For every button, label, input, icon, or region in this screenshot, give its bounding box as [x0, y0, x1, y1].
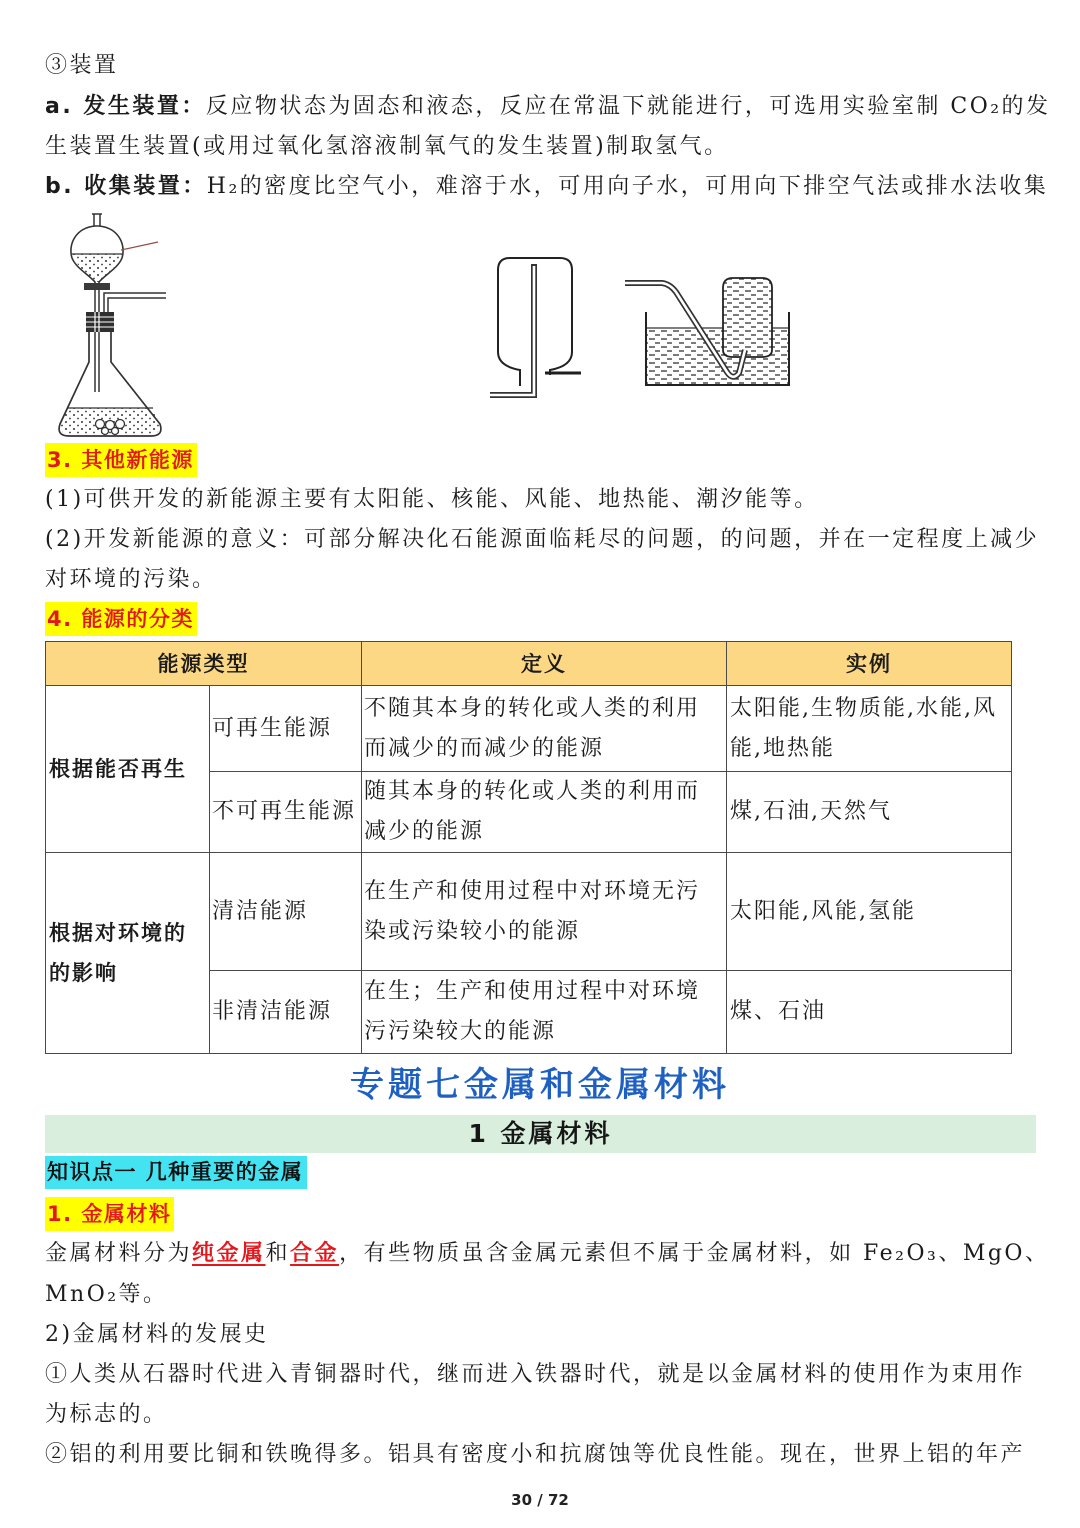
- generator-paragraph-line-2: 生装置生装置(或用过氧化氢溶液制氧气的发生装置)制取氢气。: [45, 134, 729, 159]
- section-title-band: 1 金属材料: [45, 1115, 1036, 1153]
- gas-tube-inner: [490, 266, 534, 395]
- criterion-environmental-impact: 根据对环境的的影响: [46, 853, 210, 1054]
- generator-text: 反应物状态为固态和液态，反应在常温下就能进行，可选用实验室制 CO₂的发: [205, 94, 1051, 119]
- energy-type-cell: 清洁能源: [210, 853, 362, 971]
- hydrogen-generator-apparatus: [59, 214, 166, 436]
- apparatus-heading: ③装置: [45, 53, 119, 78]
- intro-text: 金属材料分为: [45, 1241, 193, 1266]
- energy-type-cell: 可再生能源: [210, 686, 362, 772]
- examples-cell: 煤、石油: [727, 971, 1012, 1054]
- classification-heading-row: [45, 600, 197, 640]
- table-header-row: [46, 642, 1012, 686]
- header-energy-type: 能源类型: [46, 642, 362, 686]
- header-examples: 实例: [727, 642, 1012, 686]
- history-item-1-line-1: ①人类从石器时代进入青铜器时代，继而进入铁器时代，就是以金属材料的使用作为束用作: [45, 1362, 1026, 1387]
- examples-cell: 太阳能,生物质能,水能,风能,地热能: [727, 686, 1012, 772]
- chapter-title: 专题七金属和金属材料: [350, 1065, 730, 1105]
- history-item-1-line-2: 为标志的。: [45, 1402, 168, 1427]
- energy-type-cell: 非清洁能源: [210, 971, 362, 1054]
- criterion-renewability: 根据能否再生: [46, 686, 210, 853]
- funnel-top-neck: [92, 214, 102, 227]
- definition-cell: 在生产和使用过程中对环境无污染或污染较小的能源: [362, 853, 727, 971]
- page-number: 30 / 72: [511, 1491, 569, 1509]
- table-row: [46, 686, 1012, 772]
- metal-materials-intro-line-1: [45, 1234, 1049, 1274]
- collector-text: H₂的密度比空气小，难溶于水，可用向子水，可用向下排空气法或排水法收集: [206, 174, 1049, 199]
- new-energy-heading: 3. 其他新能源: [45, 443, 197, 477]
- pointer-line: [121, 242, 158, 250]
- apparatus-diagrams: [0, 205, 1080, 445]
- examples-cell: 煤,石油,天然气: [727, 772, 1012, 853]
- generator-label: a. 发生装置：: [45, 94, 206, 119]
- new-energy-item-1: (1)可供开发的新能源主要有太阳能、核能、风能、地热能、潮汐能等。: [45, 487, 819, 512]
- energy-type-cell: 不可再生能源: [210, 772, 362, 853]
- downward-air-displacement-collector: [490, 258, 581, 395]
- pure-metal-term: 纯金属: [192, 1241, 266, 1266]
- knowledge-point-label: 知识点一 几种重要的金属: [45, 1156, 307, 1189]
- water-displacement-collector: [625, 278, 789, 385]
- definition-cell: 在生；生产和使用过程中对环境污污染较大的能源: [362, 971, 727, 1054]
- history-heading: 2)金属材料的发展史: [45, 1322, 269, 1347]
- collection-bottle: [723, 278, 772, 357]
- stopcock: [84, 283, 110, 290]
- collector-label: b. 收集装置：: [45, 174, 207, 199]
- header-definition: 定义: [362, 642, 727, 686]
- history-item-2: ②铝的利用要比铜和铁晚得多。铝具有密度小和抗腐蚀等优良性能。现在，世界上铝的年产: [45, 1442, 1026, 1467]
- metal-materials-heading: 1. 金属材料: [45, 1197, 174, 1231]
- energy-classification-table: [45, 641, 1012, 1054]
- table-row: [46, 853, 1012, 971]
- collector-paragraph: [45, 167, 1048, 207]
- definition-cell: 不随其本身的转化或人类的利用而减少的而减少的能源: [362, 686, 727, 772]
- new-energy-item-2-line-1: (2)开发新能源的意义：可部分解决化石能源面临耗尽的问题，的问题，并在一定程度上减少: [45, 527, 1040, 552]
- examples-cell: 太阳能,风能,氢能: [727, 853, 1012, 971]
- classification-heading: 4. 能源的分类: [45, 602, 197, 636]
- intro-text: 和: [265, 1241, 291, 1266]
- intro-text: ，有些物质虽含金属元素但不属于金属材料，如 Fe₂O₃、MgO、: [339, 1241, 1050, 1266]
- generator-paragraph-line-1: [45, 87, 1051, 127]
- metal-materials-heading-row: [45, 1195, 174, 1235]
- alloy-term: 合金: [290, 1241, 340, 1266]
- metal-materials-intro-line-2: MnO₂等。: [45, 1282, 168, 1307]
- gas-tube-outer: [490, 264, 534, 395]
- new-energy-item-2-line-2: 对环境的污染。: [45, 567, 217, 592]
- knowledge-point-row: [45, 1153, 307, 1193]
- definition-cell: 随其本身的转化或人类的利用而减少的能源: [362, 772, 727, 853]
- new-energy-heading-row: [45, 441, 197, 481]
